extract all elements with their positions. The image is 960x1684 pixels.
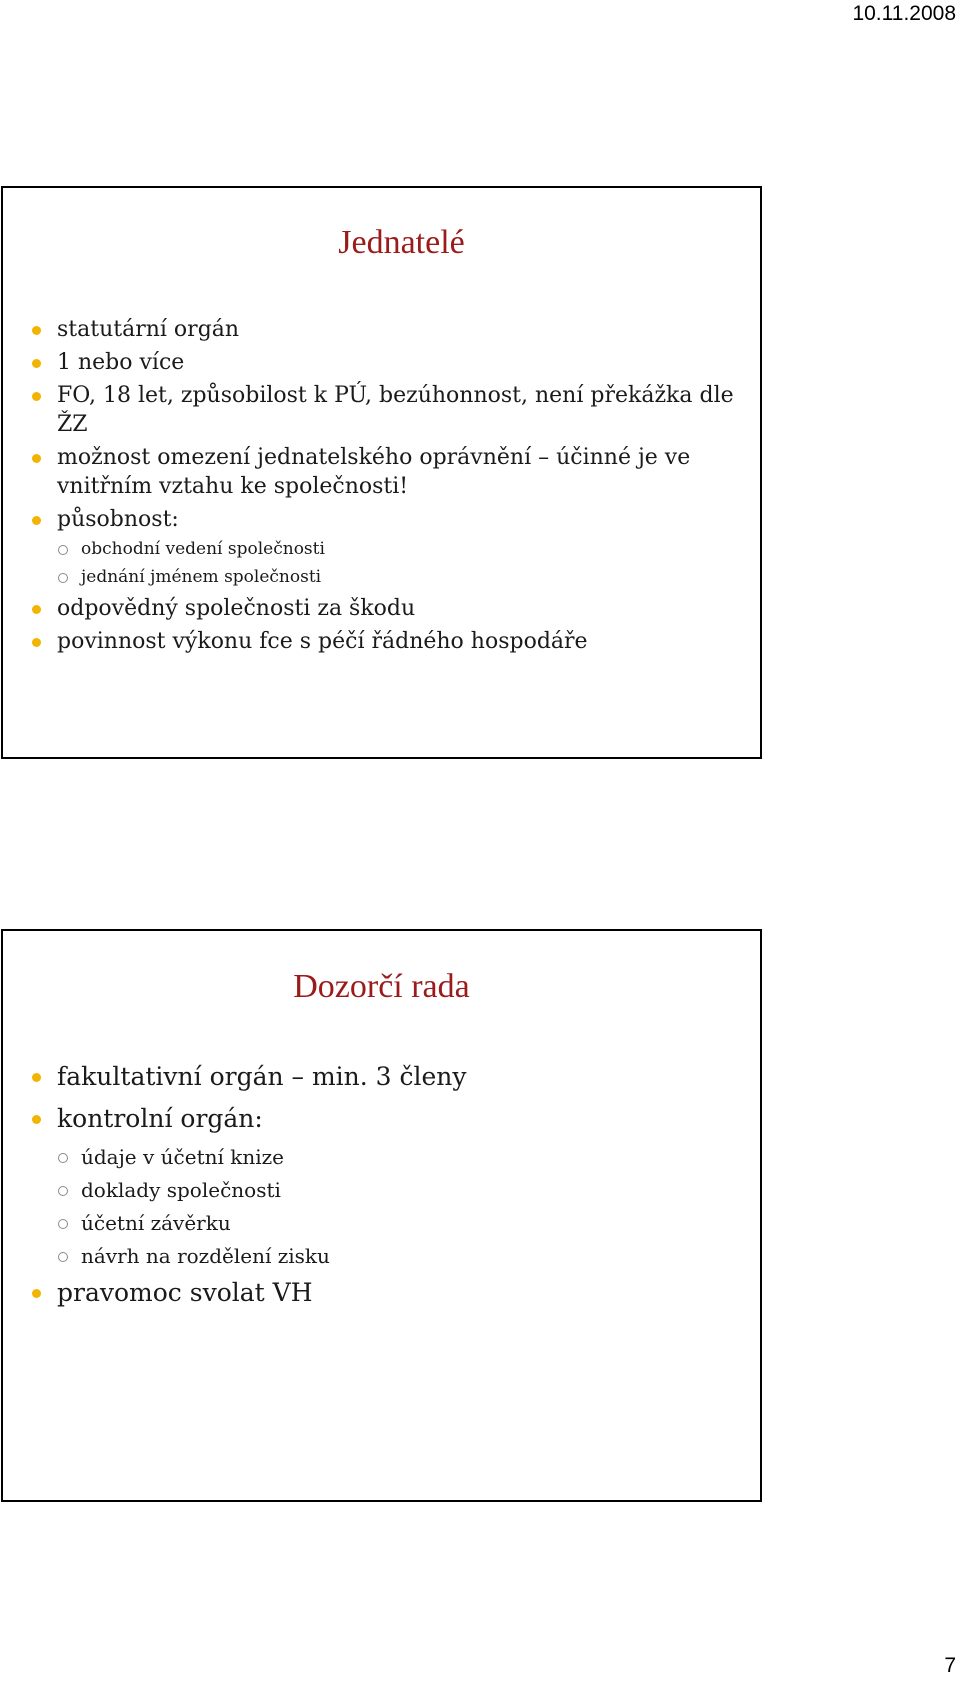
bullet-dot-icon bbox=[32, 1115, 41, 1124]
bullet-dot-icon bbox=[32, 1073, 41, 1082]
sub-list-item: údaje v účetní knize bbox=[3, 1144, 760, 1170]
sub-list-item: doklady společnosti bbox=[3, 1177, 760, 1203]
bullet-dot-icon bbox=[32, 1289, 41, 1298]
sub-bullet-circle-icon bbox=[58, 573, 68, 583]
slide-dozorci-rada bbox=[1, 929, 762, 1502]
bullet-list bbox=[3, 1060, 760, 1318]
list-item: možnost omezení jednatelského oprávnění – účinné je ve vnitřním vztahu ke společnosti! bbox=[3, 443, 760, 501]
sub-list-item: obchodní vedení společnosti bbox=[3, 538, 760, 560]
sub-bullet-circle-icon bbox=[58, 545, 68, 555]
list-item: kontrolní orgán: bbox=[3, 1102, 760, 1135]
list-item: povinnost výkonu fce s péčí řádného hospodáře bbox=[3, 627, 760, 656]
slide-title: Dozorčí rada bbox=[293, 968, 470, 1005]
list-item: působnost: bbox=[3, 505, 760, 534]
bullet-dot-icon bbox=[32, 326, 41, 335]
list-item: FO, 18 let, způsobilost k PÚ, bezúhonnost, není překážka dle ŽZ bbox=[3, 381, 760, 439]
list-item: 1 nebo více bbox=[3, 348, 760, 377]
sub-bullet-circle-icon bbox=[58, 1219, 68, 1229]
slide-title: Jednatelé bbox=[338, 224, 465, 261]
sub-list-item: jednání jménem společnosti bbox=[3, 566, 760, 588]
sub-list-item: návrh na rozdělení zisku bbox=[3, 1243, 760, 1269]
bullet-list bbox=[3, 315, 760, 660]
sub-bullet-circle-icon bbox=[58, 1186, 68, 1196]
sub-bullet-circle-icon bbox=[58, 1252, 68, 1262]
list-item: odpovědný společnosti za škodu bbox=[3, 594, 760, 623]
bullet-dot-icon bbox=[32, 454, 41, 463]
bullet-dot-icon bbox=[32, 392, 41, 401]
bullet-dot-icon bbox=[32, 638, 41, 647]
bullet-dot-icon bbox=[32, 605, 41, 614]
sub-list-item: účetní závěrku bbox=[3, 1210, 760, 1236]
bullet-dot-icon bbox=[32, 516, 41, 525]
list-item: fakultativní orgán – min. 3 členy bbox=[3, 1060, 760, 1093]
bullet-dot-icon bbox=[32, 359, 41, 368]
sub-bullet-circle-icon bbox=[58, 1153, 68, 1163]
list-item: pravomoc svolat VH bbox=[3, 1276, 760, 1309]
slide-jednatele bbox=[1, 186, 762, 759]
header-date: 10.11.2008 bbox=[852, 2, 956, 25]
list-item: statutární orgán bbox=[3, 315, 760, 344]
page-number: 7 bbox=[944, 1654, 956, 1677]
